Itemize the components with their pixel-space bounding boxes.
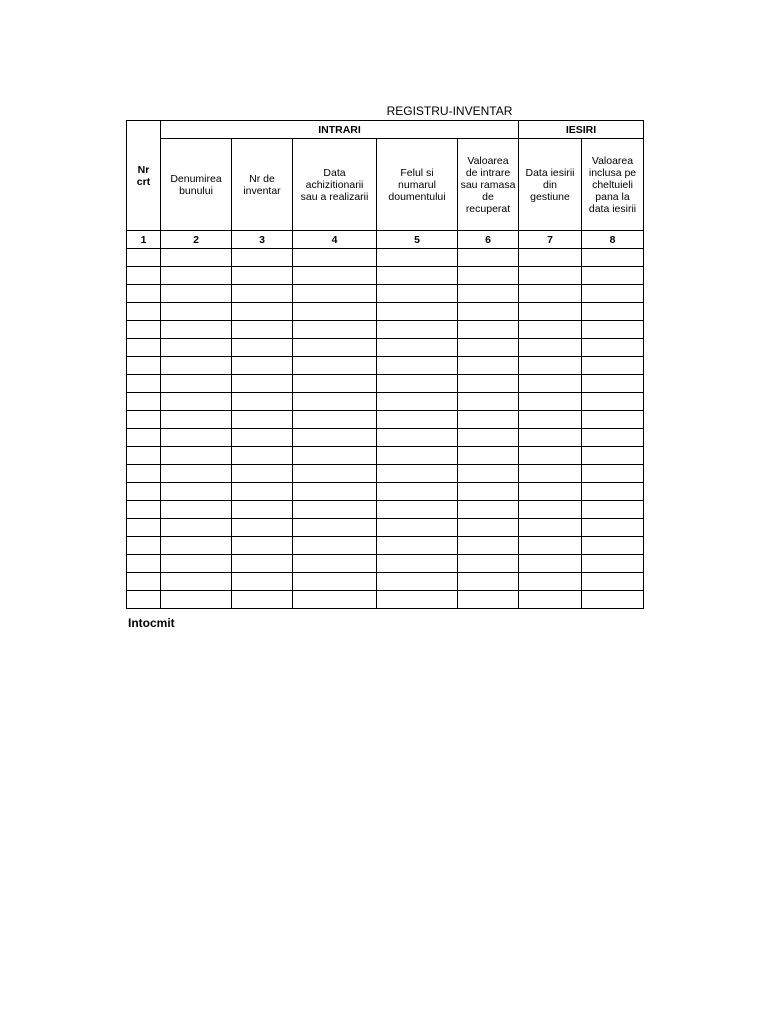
column-header-line: Felul si	[400, 166, 434, 179]
table-cell[interactable]	[582, 411, 644, 429]
column-number: 3	[232, 231, 293, 249]
table-cell[interactable]	[458, 375, 519, 393]
table-cell[interactable]	[458, 555, 519, 573]
table-cell[interactable]	[232, 321, 293, 339]
table-row	[127, 447, 644, 465]
iesiri-group-header: IESIRI	[519, 121, 644, 139]
nr-crt-header	[127, 121, 161, 231]
table-row	[127, 321, 644, 339]
table-cell[interactable]	[458, 303, 519, 321]
column-header-line: sau ramasa	[460, 178, 516, 191]
table-cell[interactable]	[127, 321, 161, 339]
table-row	[127, 393, 644, 411]
table-cell[interactable]	[519, 321, 582, 339]
table-cell[interactable]	[377, 465, 458, 483]
table-cell[interactable]	[293, 519, 377, 537]
table-cell[interactable]	[161, 447, 232, 465]
table-cell[interactable]	[582, 483, 644, 501]
column-header-line: achizitionarii	[305, 178, 364, 191]
table-cell[interactable]	[293, 267, 377, 285]
table-cell[interactable]	[232, 573, 293, 591]
inventory-register-table	[126, 120, 644, 609]
table-cell[interactable]	[519, 375, 582, 393]
column-header-row	[127, 139, 644, 231]
table-cell[interactable]	[458, 357, 519, 375]
table-cell[interactable]	[161, 321, 232, 339]
table-cell[interactable]	[232, 483, 293, 501]
table-cell[interactable]	[127, 303, 161, 321]
table-row	[127, 465, 644, 483]
table-cell[interactable]	[458, 321, 519, 339]
column-header-line: Valoarea	[591, 154, 634, 167]
table-cell[interactable]	[377, 249, 458, 267]
table-cell[interactable]	[127, 537, 161, 555]
table-cell[interactable]	[293, 303, 377, 321]
table-cell[interactable]	[232, 465, 293, 483]
table-row	[127, 501, 644, 519]
table-cell[interactable]	[582, 393, 644, 411]
column-header-line: doumentului	[388, 190, 446, 203]
table-cell[interactable]	[582, 465, 644, 483]
table-cell[interactable]	[377, 393, 458, 411]
table-cell[interactable]	[519, 537, 582, 555]
table-cell[interactable]	[582, 501, 644, 519]
table-cell[interactable]	[161, 393, 232, 411]
table-cell[interactable]	[127, 411, 161, 429]
table-cell[interactable]	[377, 483, 458, 501]
table-row	[127, 249, 644, 267]
table-cell[interactable]	[127, 285, 161, 303]
column-header	[161, 139, 232, 231]
table-cell[interactable]	[293, 393, 377, 411]
table-cell[interactable]	[458, 429, 519, 447]
table-row	[127, 591, 644, 609]
table-cell[interactable]	[293, 411, 377, 429]
table-cell[interactable]	[519, 357, 582, 375]
table-row	[127, 537, 644, 555]
footer-intocmit: Intocmit	[128, 616, 175, 630]
table-cell[interactable]	[377, 573, 458, 591]
table-cell[interactable]	[232, 285, 293, 303]
nr-crt-line: crt	[136, 175, 151, 188]
table-cell[interactable]	[377, 591, 458, 609]
column-header-line: bunului	[179, 184, 213, 197]
table-cell[interactable]	[519, 573, 582, 591]
table-cell[interactable]	[519, 591, 582, 609]
table-cell[interactable]	[127, 429, 161, 447]
table-cell[interactable]	[458, 339, 519, 357]
table-cell[interactable]	[458, 465, 519, 483]
table-cell[interactable]	[582, 303, 644, 321]
group-header-row	[127, 121, 644, 139]
table-cell[interactable]	[127, 339, 161, 357]
table-cell[interactable]	[127, 357, 161, 375]
table-cell[interactable]	[232, 339, 293, 357]
table-cell[interactable]	[293, 285, 377, 303]
table-cell[interactable]	[377, 357, 458, 375]
nr-crt-line: Nr	[137, 163, 150, 176]
column-number: 7	[519, 231, 582, 249]
table-cell[interactable]	[582, 267, 644, 285]
column-header-line: din	[542, 178, 557, 191]
table-cell[interactable]	[127, 591, 161, 609]
column-header-line: de	[482, 190, 494, 203]
table-cell[interactable]	[161, 411, 232, 429]
column-header-line: Nr de	[249, 172, 275, 185]
table-cell[interactable]	[582, 285, 644, 303]
column-number-row	[127, 231, 644, 249]
table-cell[interactable]	[161, 339, 232, 357]
column-header-line: recuperat	[465, 202, 511, 215]
table-cell[interactable]	[377, 519, 458, 537]
table-cell[interactable]	[519, 303, 582, 321]
column-header-line: inventar	[243, 184, 281, 197]
table-cell[interactable]	[519, 285, 582, 303]
table-row	[127, 285, 644, 303]
table-row	[127, 555, 644, 573]
table-cell[interactable]	[377, 411, 458, 429]
table-cell[interactable]	[582, 537, 644, 555]
column-header-line: Data	[323, 166, 346, 179]
table-row	[127, 375, 644, 393]
table-cell[interactable]	[519, 249, 582, 267]
column-header	[293, 139, 377, 231]
table-cell[interactable]	[161, 501, 232, 519]
column-header-line: Valoarea	[467, 154, 509, 167]
table-cell[interactable]	[519, 447, 582, 465]
table-cell[interactable]	[127, 573, 161, 591]
table-cell[interactable]	[232, 393, 293, 411]
table-cell[interactable]	[377, 375, 458, 393]
table-cell[interactable]	[293, 465, 377, 483]
column-header-line: numarul	[398, 178, 436, 191]
table-cell[interactable]	[458, 447, 519, 465]
table-cell[interactable]	[293, 483, 377, 501]
table-cell[interactable]	[232, 501, 293, 519]
table-cell[interactable]	[458, 249, 519, 267]
table-row	[127, 429, 644, 447]
table-cell[interactable]	[161, 429, 232, 447]
column-number: 6	[458, 231, 519, 249]
table-cell[interactable]	[293, 429, 377, 447]
table-cell[interactable]	[519, 483, 582, 501]
column-header	[458, 139, 519, 231]
table-cell[interactable]	[161, 249, 232, 267]
table-cell[interactable]	[519, 465, 582, 483]
table-cell[interactable]	[161, 357, 232, 375]
table-cell[interactable]	[458, 573, 519, 591]
table-cell[interactable]	[377, 429, 458, 447]
table-cell[interactable]	[293, 591, 377, 609]
table-cell[interactable]	[232, 375, 293, 393]
table-cell[interactable]	[519, 339, 582, 357]
table-cell[interactable]	[232, 519, 293, 537]
table-cell[interactable]	[582, 339, 644, 357]
table-cell[interactable]	[232, 555, 293, 573]
column-header-line: gestiune	[530, 190, 570, 203]
intrari-group-header: INTRARI	[161, 121, 519, 139]
table-cell[interactable]	[519, 501, 582, 519]
table-cell[interactable]	[519, 429, 582, 447]
table-cell[interactable]	[582, 573, 644, 591]
table-cell[interactable]	[582, 591, 644, 609]
column-header	[232, 139, 293, 231]
column-number: 5	[377, 231, 458, 249]
table-cell[interactable]	[458, 501, 519, 519]
table-cell[interactable]	[458, 285, 519, 303]
table-cell[interactable]	[293, 447, 377, 465]
column-header-line: de intrare	[465, 166, 511, 179]
table-cell[interactable]	[458, 537, 519, 555]
table-row	[127, 303, 644, 321]
table-cell[interactable]	[161, 267, 232, 285]
table-cell[interactable]	[377, 537, 458, 555]
table-cell[interactable]	[232, 303, 293, 321]
table-cell[interactable]	[127, 375, 161, 393]
table-cell[interactable]	[377, 339, 458, 357]
table-cell[interactable]	[161, 285, 232, 303]
table-cell[interactable]	[458, 483, 519, 501]
table-cell[interactable]	[232, 357, 293, 375]
table-cell[interactable]	[232, 537, 293, 555]
table-cell[interactable]	[582, 555, 644, 573]
table-row	[127, 267, 644, 285]
table-cell[interactable]	[127, 483, 161, 501]
column-number: 2	[161, 231, 232, 249]
table-cell[interactable]	[127, 393, 161, 411]
table-cell[interactable]	[582, 447, 644, 465]
table-cell[interactable]	[232, 411, 293, 429]
table-cell[interactable]	[293, 357, 377, 375]
table-cell[interactable]	[582, 249, 644, 267]
table-cell[interactable]	[232, 267, 293, 285]
column-header-line: sau a realizarii	[300, 190, 369, 203]
table-cell[interactable]	[519, 267, 582, 285]
table-cell[interactable]	[293, 537, 377, 555]
table-cell[interactable]	[377, 555, 458, 573]
table-cell[interactable]	[582, 375, 644, 393]
table-cell[interactable]	[127, 447, 161, 465]
table-cell[interactable]	[519, 393, 582, 411]
table-cell[interactable]	[127, 465, 161, 483]
table-cell[interactable]	[293, 573, 377, 591]
column-header-line: pana la	[595, 190, 630, 203]
table-row	[127, 483, 644, 501]
table-cell[interactable]	[582, 519, 644, 537]
table-cell[interactable]	[377, 303, 458, 321]
table-cell[interactable]	[377, 321, 458, 339]
column-header-line: data iesirii	[588, 202, 637, 215]
table-cell[interactable]	[232, 249, 293, 267]
column-header-line: cheltuieli	[592, 178, 633, 191]
table-cell[interactable]	[127, 519, 161, 537]
table-cell[interactable]	[377, 285, 458, 303]
table-row	[127, 573, 644, 591]
column-number: 4	[293, 231, 377, 249]
table-cell[interactable]	[161, 375, 232, 393]
table-cell[interactable]	[582, 429, 644, 447]
table-cell[interactable]	[293, 555, 377, 573]
table-cell[interactable]	[161, 519, 232, 537]
table-cell[interactable]	[161, 465, 232, 483]
table-cell[interactable]	[377, 447, 458, 465]
table-cell[interactable]	[161, 303, 232, 321]
table-row	[127, 411, 644, 429]
document-title	[126, 103, 643, 119]
table-cell[interactable]	[458, 519, 519, 537]
table-cell[interactable]	[127, 555, 161, 573]
column-header	[582, 139, 644, 231]
table-cell[interactable]	[127, 267, 161, 285]
table-cell[interactable]	[293, 501, 377, 519]
table-cell[interactable]	[519, 555, 582, 573]
column-header-line: Denumirea	[170, 172, 222, 185]
table-cell[interactable]	[161, 573, 232, 591]
column-header-line: inclusa pe	[588, 166, 637, 179]
table-cell[interactable]	[161, 537, 232, 555]
table-row	[127, 357, 644, 375]
table-cell[interactable]	[377, 267, 458, 285]
column-header-line: Data iesirii	[525, 166, 575, 179]
table-cell[interactable]	[519, 411, 582, 429]
column-header	[377, 139, 458, 231]
table-cell[interactable]	[161, 555, 232, 573]
table-cell[interactable]	[458, 393, 519, 411]
table-cell[interactable]	[458, 267, 519, 285]
table-cell[interactable]	[127, 501, 161, 519]
table-cell[interactable]	[232, 447, 293, 465]
table-cell[interactable]	[232, 429, 293, 447]
table-row	[127, 519, 644, 537]
table-cell[interactable]	[293, 249, 377, 267]
table-cell[interactable]	[161, 591, 232, 609]
table-cell[interactable]	[519, 519, 582, 537]
table-cell[interactable]	[582, 357, 644, 375]
table-cell[interactable]	[293, 375, 377, 393]
table-cell[interactable]	[293, 339, 377, 357]
table-cell[interactable]	[582, 321, 644, 339]
table-cell[interactable]	[293, 321, 377, 339]
table-cell[interactable]	[458, 591, 519, 609]
table-cell[interactable]	[377, 501, 458, 519]
document-title-text: REGISTRU-INVENTAR	[386, 104, 513, 118]
table-cell[interactable]	[127, 249, 161, 267]
column-number: 8	[582, 231, 644, 249]
table-cell[interactable]	[458, 411, 519, 429]
column-number: 1	[127, 231, 161, 249]
table-cell[interactable]	[232, 591, 293, 609]
column-header	[519, 139, 582, 231]
table-row	[127, 339, 644, 357]
table-cell[interactable]	[161, 483, 232, 501]
